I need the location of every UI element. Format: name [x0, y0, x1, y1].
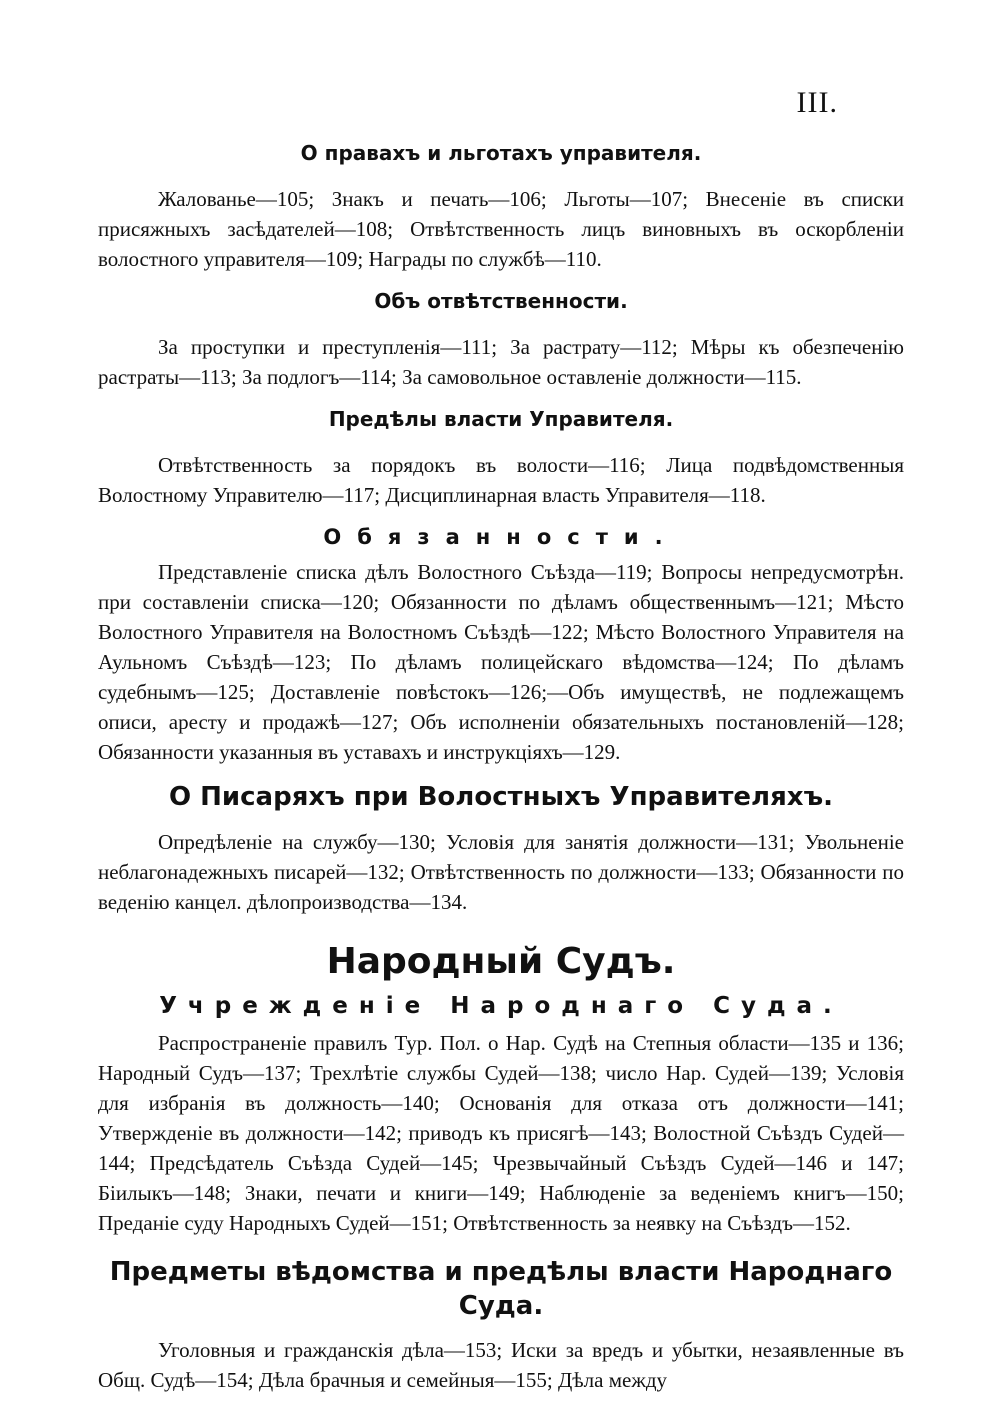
page-number: III.	[796, 86, 838, 119]
section-text-clerks: Опредѣленіе на службу—130; Условія для занятія должности—131; Увольненіе неблагонадежныхъ писарей—132; Отвѣтственность по должности—133; Обязанности по веденію канцел. дѣлопроизводства—134.	[98, 830, 904, 915]
section-text-rights: Жалованье—105; Знакъ и печать—106; Льготы—107; Внесеніе въ списки присяжныхъ засѣдателей—108; Отвѣтственность лицъ виновныхъ въ оскорбленіи волостного управителя—109; Награды по службѣ—110.	[98, 187, 904, 271]
section-heading-duties: Обязанности.	[323, 525, 679, 549]
section-heading-clerks: О Писаряхъ при Волостныхъ Управителяхъ.	[169, 782, 833, 813]
section-text-responsibility: За проступки и преступленія—111; За растрату—112; Мѣры къ обезпеченію растраты—113; За подлогъ—114; За самовольное оставленіе должности—115.	[98, 335, 904, 389]
page-content	[98, 140, 904, 1395]
main-title: Народный Судъ.	[326, 941, 676, 983]
section-heading-limits: Предѣлы власти Управителя.	[328, 407, 674, 431]
section-text-duties: Представленіе списка дѣлъ Волостного Съѣзда—119; Вопросы непредусмотрѣн. при составленіи списка—120; Обязанности по дѣламъ общественнымъ—121; Мѣсто Волостного Управителя на Волостномъ Съѣздѣ—122; Мѣсто Волостного Управителя на Аульномъ Съѣздѣ—123; По дѣламъ полицейскаго вѣдомства—124; По дѣламъ судебнымъ—125; Доставленіе повѣстокъ—126;—Объ имуществѣ, не подлежащемъ описи, аресту и продажѣ—127; Объ исполненіи обязательныхъ постановленій—128; Обязанности указанныя въ уставахъ и инструкціяхъ—129.	[98, 560, 904, 765]
section-heading-responsibility: Объ отвѣтственности.	[374, 289, 628, 313]
subsection-text-jurisdiction: Уголовныя и гражданскія дѣла—153; Иски за вредъ и убытки, незаявленные въ Общ. Судѣ—154; Дѣла брачныя и семейныя—155; Дѣла между	[98, 1338, 904, 1393]
subsection-heading-establishment: Учрежденіе Народнаго Суда.	[159, 992, 843, 1019]
section-heading-rights: О правахъ и льготахъ управителя.	[300, 141, 702, 165]
section-text-limits: Отвѣтственность за порядокъ въ волости—116; Лица подвѣдомственныя Волостному Управителю—117; Дисциплинарная власть Управителя—118.	[98, 453, 904, 507]
subsection-text-establishment: Распространеніе правилъ Тур. Пол. о Нар. Судѣ на Степныя области—135 и 136; Народный Судъ—137; Трехлѣтіе службы Судей—138; число Нар. Судей—139; Условія для избранія въ должность—140; Основанія для отказа отъ должности—141; Утвержденіе въ должности—142; приводъ къ присягѣ—143; Волостной Съѣздъ Судей—144; Предсѣдатель Съѣзда Судей—145; Чрезвычайный Съѣздъ Судей—146 и 147; Біилыкъ—148; Знаки, печати и книги—149; Наблюденіе за веденіемъ книгъ—150; Преданіе суду Народныхъ Судей—151; Отвѣтственность за неявку на Съѣздъ—152.	[98, 1030, 904, 1235]
subsection-heading-jurisdiction: Предметы вѣдомства и предѣлы власти Народнаго Суда.	[109, 1256, 893, 1321]
